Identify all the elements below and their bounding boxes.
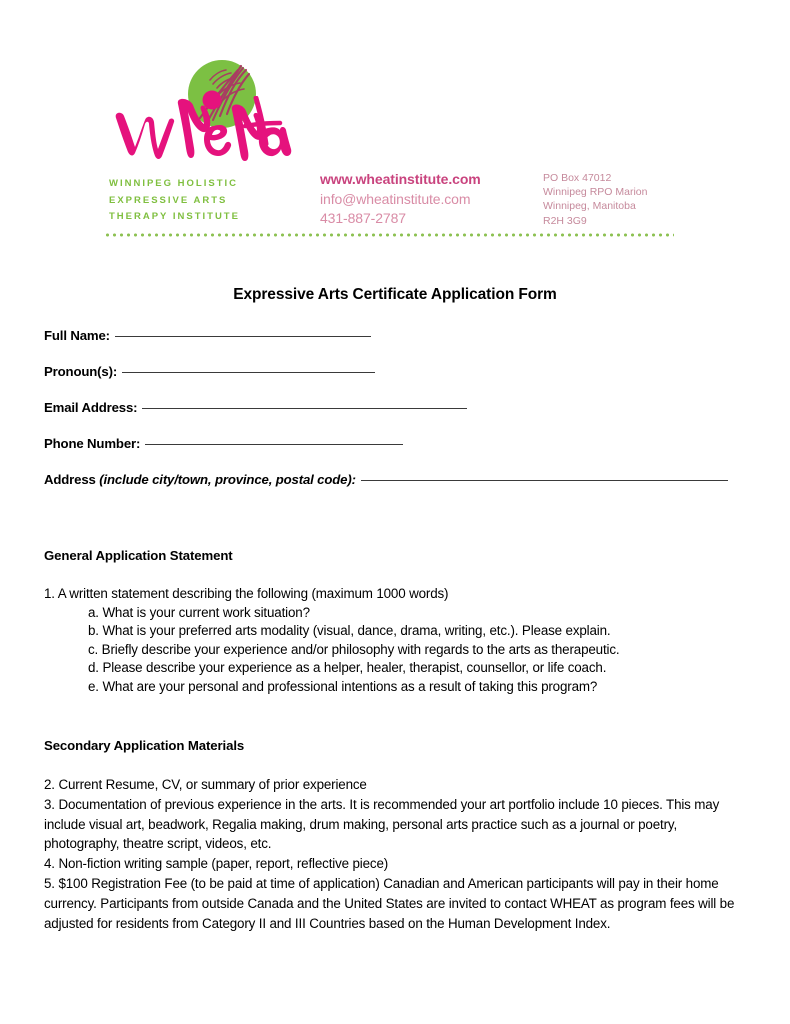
field-address xyxy=(44,471,744,488)
general-sub-list xyxy=(44,604,746,697)
list-item: a. What is your current work situation? xyxy=(88,604,310,620)
field-pronouns xyxy=(44,363,744,380)
general-intro-text: 1. A written statement describing the following (maximum 1000 words) xyxy=(44,586,449,601)
field-input-pronouns[interactable] xyxy=(122,372,375,373)
address-line-2: Winnipeg RPO Marion xyxy=(543,186,648,199)
field-label-full-name: Full Name: xyxy=(44,328,110,343)
section-heading-general: General Application Statement xyxy=(44,548,233,563)
phone-number: 431-887-2787 xyxy=(320,210,406,226)
field-input-phone-number[interactable] xyxy=(145,444,403,445)
address-line-4: R2H 3G9 xyxy=(543,214,587,227)
field-label-address: Address xyxy=(44,472,96,487)
field-hint-address: (include city/town, province, postal code): xyxy=(99,472,356,487)
field-phone-number xyxy=(44,435,744,452)
contact-details xyxy=(320,170,481,229)
field-label-email-address: Email Address: xyxy=(44,400,138,415)
dotted-divider xyxy=(104,233,674,237)
website-link[interactable]: www.wheatinstitute.com xyxy=(320,171,481,187)
field-input-full-name[interactable] xyxy=(115,336,371,337)
field-label-phone-number: Phone Number: xyxy=(44,436,141,451)
list-item: e. What are your personal and professional intentions as a result of taking this program? xyxy=(88,678,598,694)
section-general-application-statement xyxy=(44,548,746,697)
list-item: 4. Non-fiction writing sample (paper, report, reflective piece) xyxy=(44,856,389,872)
wheat-wordmark xyxy=(108,96,298,172)
list-item: d. Please describe your experience as a helper, healer, therapist, counsellor, or life coach. xyxy=(88,660,607,676)
list-item: c. Briefly describe your experience and/or philosophy with regards to the arts as therapeutic. xyxy=(88,641,620,657)
field-input-address[interactable] xyxy=(361,480,728,481)
list-item: 3. Documentation of previous experience in the arts. It is recommended your art portfolio include 10 pieces. This may include visual art, beadwork, Regalia making, drum making, personal arts practice such as a journal or poetry, photography, theatre script, videos, etc. xyxy=(44,796,720,852)
field-full-name xyxy=(44,327,744,344)
tagline-line-3: THERAPY INSTITUTE xyxy=(109,211,240,222)
list-item: 5. $100 Registration Fee (to be paid at time of application) Canadian and American participants will pay in their home currency. Participants from outside Canada and the United States are invited to contact WHEAT as program fees will be adjusted for residents from Category II and III Countries based on the Human Development Index. xyxy=(44,875,735,931)
field-label-pronouns: Pronoun(s): xyxy=(44,364,118,379)
list-item: b. What is your preferred arts modality (visual, dance, drama, writing, etc.). Please explain. xyxy=(88,623,611,639)
applicant-fields xyxy=(44,327,744,507)
letterhead xyxy=(0,0,790,250)
field-input-email-address[interactable] xyxy=(142,408,467,409)
logo-tagline xyxy=(109,176,240,226)
secondary-materials-list xyxy=(44,775,746,933)
tagline-line-2: EXPRESSIVE ARTS xyxy=(109,194,228,206)
address-line-1: PO Box 47012 xyxy=(543,172,612,184)
list-item: 2. Current Resume, CV, or summary of prior experience xyxy=(44,777,367,792)
mailing-address xyxy=(543,171,647,228)
section-heading-secondary: Secondary Application Materials xyxy=(44,738,245,753)
section-secondary-application-materials xyxy=(44,738,746,933)
field-email-address xyxy=(44,399,744,416)
page-title: Expressive Arts Certificate Application Form xyxy=(233,286,557,303)
address-line-3: Winnipeg, Manitoba xyxy=(543,200,636,213)
tagline-line-1: WINNIPEG HOLISTIC xyxy=(109,178,238,189)
email-link[interactable]: info@wheatinstitute.com xyxy=(320,190,471,207)
